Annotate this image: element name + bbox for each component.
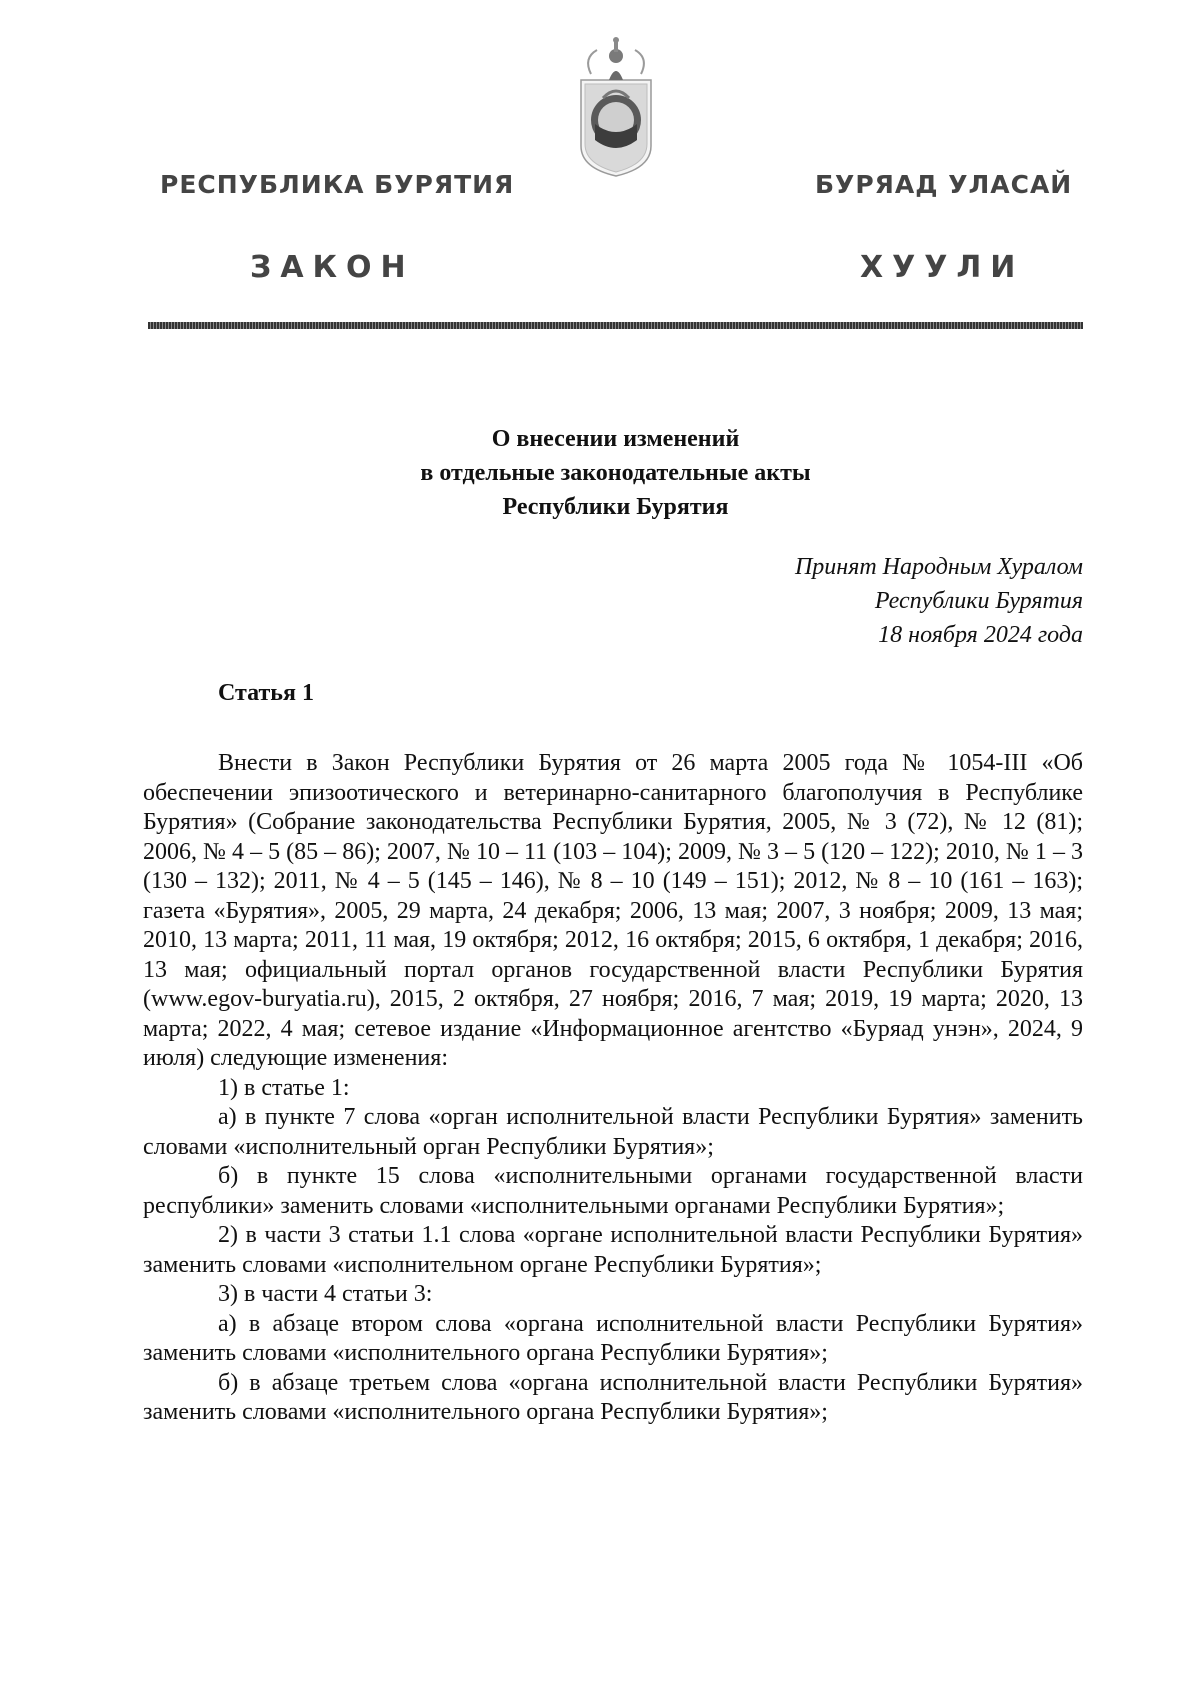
article-heading: Статья 1	[218, 680, 314, 706]
republic-name-russian: РЕСПУБЛИКА БУРЯТИЯ	[160, 170, 515, 199]
body-paragraph: а) в пункте 7 слова «орган исполнительной власти Республики Бурятия» заменить словами «исполнительный орган Республики Бурятия»;	[143, 1104, 1083, 1160]
adoption-note-line: Республики Бурятия	[874, 588, 1083, 614]
document-title	[148, 422, 1083, 524]
body-paragraph: 3) в части 4 статьи 3:	[218, 1281, 433, 1307]
body-paragraph: 1) в статье 1:	[218, 1074, 350, 1101]
law-label-buryat: ХУУЛИ	[860, 250, 1025, 285]
adoption-note-line: Принят Народным Хуралом	[794, 554, 1083, 580]
body-paragraph: б) в абзаце третьем слова «органа исполнительной власти Республики Бурятия» заменить словами «исполнительного органа Республики Бурятия»;	[143, 1369, 1083, 1425]
article-body	[143, 749, 1083, 1428]
adoption-note	[795, 550, 1083, 652]
document-title-line: Республики Бурятия	[502, 494, 729, 520]
document-title-line: в отдельные законодательные акты	[420, 460, 811, 486]
body-paragraph: 2) в части 3 статьи 1.1 слова «органе исполнительной власти Республики Бурятия» заменить словами «исполнительном органе Республики Бурятия»;	[143, 1222, 1083, 1278]
header-divider-rule	[148, 322, 1083, 329]
republic-name-buryat: БУРЯАД УЛАСАЙ	[815, 170, 1073, 199]
body-paragraph: Внести в Закон Республики Бурятия от 26 марта 2005 года № 1054-III «Об обеспечении эпизоотического и ветеринарно-санитарного благополучия в Республике Бурятия» (Собрание законодательства Республики Бурятия, 2005, № 3 (72), № 12 (81); 2006, № 4 – 5 (85 – 86); 2007, № 10 – 11 (103 – 104); 2009, № 3 – 5 (120 – 122); 2010, № 1 – 3 (130 – 132); 2011, № 4 – 5 (145 – 146), № 8 – 10 (149 – 151); 2012, № 8 – 10 (161 – 163); газета «Бурятия», 2005, 29 марта, 24 декабря; 2006, 13 мая; 2007, 3 ноября; 2009, 13 мая; 2010, 13 марта; 2011, 11 мая, 19 октября; 2012, 16 октября; 2015, 6 октября, 1 декабря; 2016, 13 мая; официальный портал органов государственной власти Республики Бурятия (www.egov-buryatia.ru), 2015, 2 октября, 27 ноября; 2016, 7 мая; 2019, 19 марта; 2020, 13 марта; 2022, 4 мая; сетевое издание «Информационное агентство «Буряад унэн», 2024, 9 июля) следующие изменения:	[143, 750, 1083, 1071]
adoption-note-line: 18 ноября 2024 года	[878, 622, 1083, 648]
body-paragraph: б) в пункте 15 слова «исполнительными органами государственной власти республики» заменить словами «исполнительными органами Республики Бурятия»;	[143, 1163, 1083, 1219]
document-title-line: О внесении изменений	[491, 426, 740, 452]
body-paragraph: а) в абзаце втором слова «органа исполнительной власти Республики Бурятия» заменить словами «исполнительного органа Республики Бурятия»;	[143, 1310, 1083, 1366]
coat-of-arms-emblem	[575, 28, 657, 178]
law-label-russian: ЗАКОН	[250, 250, 415, 285]
